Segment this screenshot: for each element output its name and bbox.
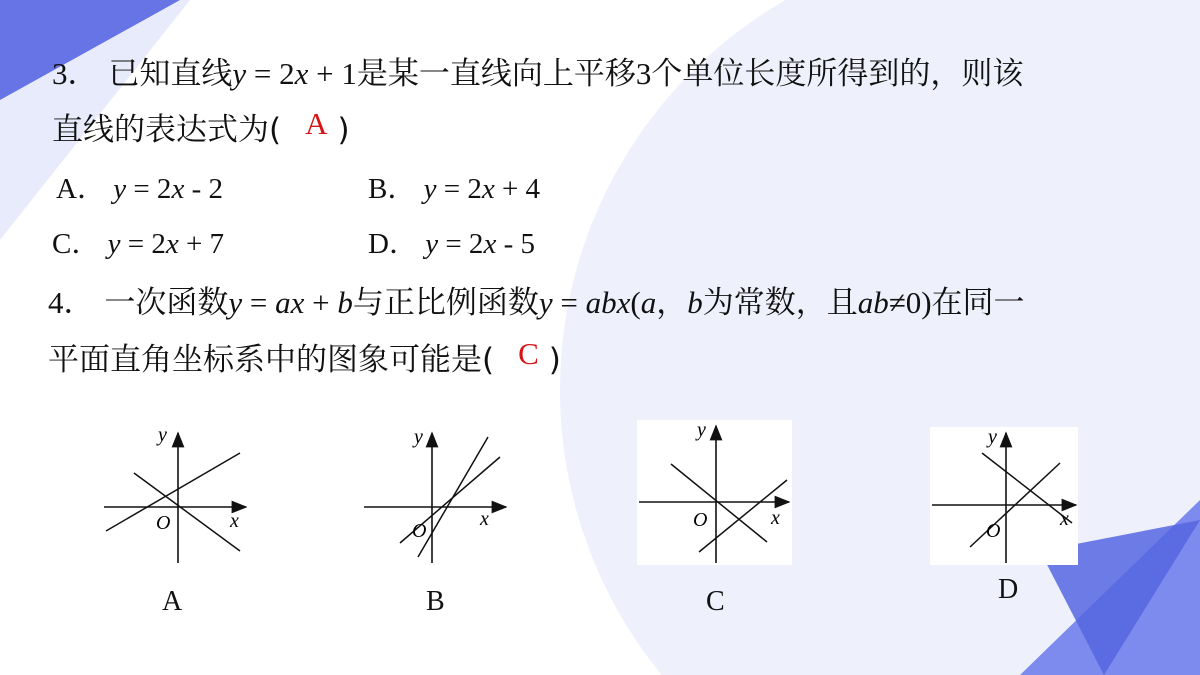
line-1 xyxy=(106,453,240,531)
q4-answer: C xyxy=(518,336,539,371)
origin-label: O xyxy=(156,512,171,534)
q3-line-1: 3． 已知直线y = 2x + 1是某一直线向上平移3个单位长度所得到的，则该 xyxy=(52,56,1024,92)
graph-c-label: C xyxy=(706,586,725,617)
graph-a xyxy=(100,425,260,565)
q3-line-2: 直线的表达式为( A ) xyxy=(52,106,350,148)
origin-label: O xyxy=(986,520,1001,542)
graph-a-svg xyxy=(100,425,260,565)
graph-b xyxy=(360,425,520,565)
graph-d xyxy=(930,427,1078,565)
y-axis-label: y xyxy=(414,426,423,448)
q3-option-b: B． y = 2x + 4 xyxy=(368,173,541,205)
line-1 xyxy=(671,464,767,542)
q3-answer: A xyxy=(305,106,328,141)
graph-b-label: B xyxy=(426,586,445,617)
q4-line-1: 4． 一次函数y = ax + b与正比例函数y = abx(a，b为常数，且ab≠0)在同一 xyxy=(48,285,1025,321)
graph-c-svg xyxy=(637,420,792,565)
origin-label: O xyxy=(693,509,708,531)
x-axis-label: x xyxy=(230,510,239,532)
graph-b-svg xyxy=(360,425,520,565)
y-axis-label: y xyxy=(988,427,997,448)
y-axis-label: y xyxy=(158,425,167,446)
q4-line-2: 平面直角坐标系中的图象可能是( C ) xyxy=(48,336,561,378)
graph-c xyxy=(637,420,792,565)
graph-d-label: D xyxy=(998,574,1019,605)
graph-d-svg xyxy=(930,427,1078,565)
y-axis-label: y xyxy=(697,420,706,441)
q3-option-d: D． y = 2x - 5 xyxy=(368,228,535,260)
graph-a-label: A xyxy=(162,586,183,617)
q3-option-c: C． y = 2x + 7 xyxy=(52,228,225,260)
origin-label: O xyxy=(412,520,427,542)
q3-option-a: A． y = 2x - 2 xyxy=(56,173,223,205)
x-axis-label: x xyxy=(1060,508,1069,530)
x-axis-label: x xyxy=(480,508,489,530)
x-axis-label: x xyxy=(771,507,780,529)
